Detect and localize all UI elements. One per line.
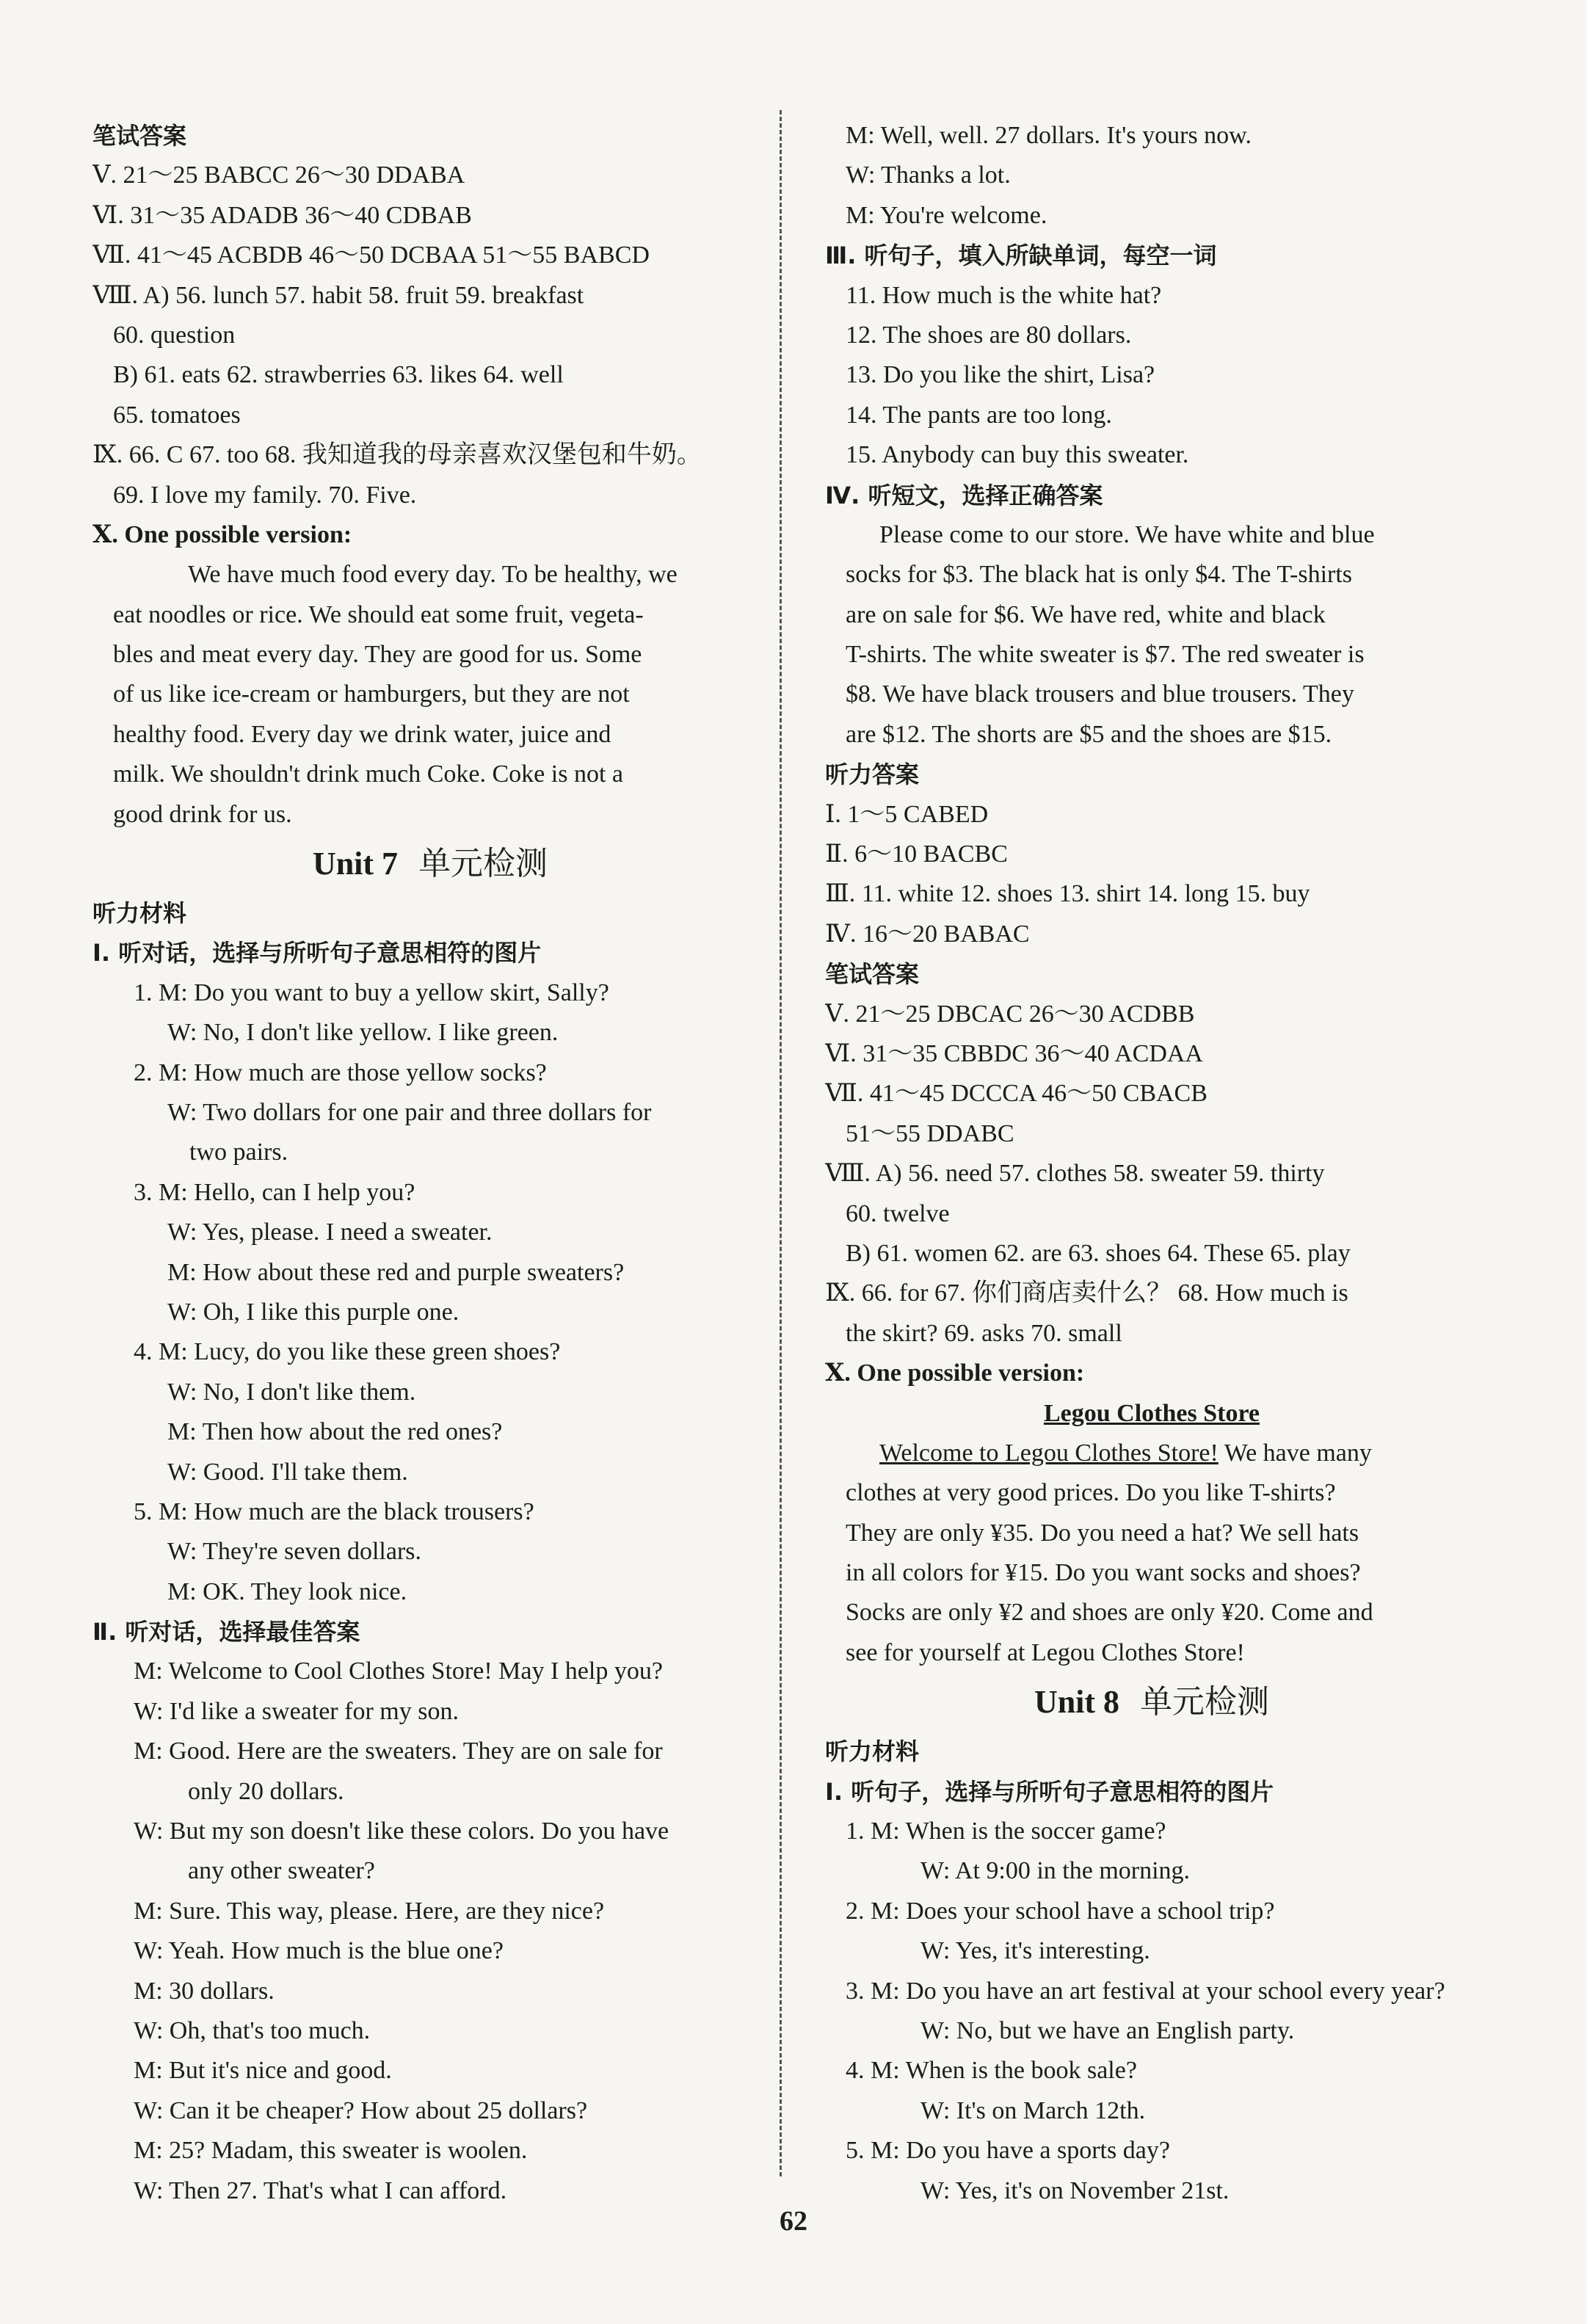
dialogue-line: 5. M: Do you have a sports day? — [846, 2137, 1170, 2165]
answer-line: Ⅲ. 11. white 12. shoes 13. shirt 14. long 15. buy — [825, 880, 1310, 908]
answer-line: 51～55 DDABC — [846, 1119, 1014, 1147]
answer-line-v: Ⅴ. 21～25 BABCC 26～30 DDABA — [92, 161, 465, 189]
answer-line: Ⅶ. 41～45 DCCCA 46～50 CBACB — [825, 1080, 1208, 1108]
unit-8-part-1-heading: Ⅰ. 听句子，选择与所听句子意思相符的图片 — [825, 1777, 1274, 1806]
unit-8-part-1-dialogues — [825, 1812, 1478, 2211]
section-heading-written-answers-2: 笔试答案 — [825, 960, 920, 989]
sentence-line: 13. Do you like the shirt, Lisa? — [846, 361, 1155, 389]
essay-line: eat noodles or rice. We should eat some fruit, vegeta- — [113, 600, 644, 628]
listening-answers — [825, 795, 1478, 955]
dialogue-line: W: Yes, please. I need a sweater. — [167, 1219, 493, 1246]
answer-line: Ⅳ. 16～20 BABAC — [825, 920, 1030, 948]
dialogue-line: W: Good. I'll take them. — [167, 1458, 408, 1486]
sentence-line: 12. The shoes are 80 dollars. — [846, 321, 1132, 349]
section-heading-listening-material-2: 听力材料 — [825, 1737, 920, 1766]
essay-line: of us like ice-cream or hamburgers, but they are not — [113, 680, 630, 708]
section-heading-listening-answers: 听力答案 — [825, 760, 920, 789]
dialogue-line: W: Two dollars for one pair and three dollars for — [167, 1098, 652, 1126]
page-number: 62 — [780, 2206, 807, 2237]
dialogue-line: M: 25? Madam, this sweater is woolen. — [134, 2137, 528, 2165]
sample-essay-store — [825, 1473, 1478, 1673]
part-2-dialogue — [92, 1652, 768, 2210]
essay-first-line — [825, 1434, 1478, 1473]
answer-line-viii-b-cont: 65. tomatoes — [113, 401, 241, 429]
dialogue-line: W: Yeah. How much is the blue one? — [134, 1937, 504, 1965]
answer-line-vi: Ⅵ. 31～35 ADADB 36～40 CDBAB — [92, 201, 472, 229]
answer-line-viii-b: B) 61. eats 62. strawberries 63. likes 64. well — [113, 361, 564, 389]
dialogue-line: M: But it's nice and good. — [134, 2057, 392, 2085]
dialogue-line: 5. M: How much are the black trousers? — [134, 1497, 534, 1525]
answer-line: Ⅵ. 31～35 CBBDC 36～40 ACDAA — [825, 1039, 1203, 1067]
answer-line-x: Ⅹ. One possible version: — [92, 520, 352, 548]
dialogue-line: W: Oh, that's too much. — [134, 2016, 371, 2044]
answer-line: the skirt? 69. asks 70. small — [846, 1319, 1122, 1347]
unit-8-title: Unit 8 — [1034, 1684, 1120, 1721]
dialogue-line: 4. M: Lucy, do you like these green shoes? — [134, 1338, 561, 1366]
dialogue-continuation — [825, 116, 1478, 236]
dialogue-line: W: Yes, it's on November 21st. — [920, 2176, 1230, 2204]
answer-line: Ⅴ. 21～25 DBCAC 26～30 ACDBB — [825, 1000, 1195, 1028]
dialogue-line: 1. M: When is the soccer game? — [846, 1818, 1166, 1845]
dialogue-line: W: But my son doesn't like these colors. Do you have — [134, 1818, 669, 1845]
dialogue-line: M: Well, well. 27 dollars. It's yours now. — [846, 122, 1252, 149]
answer-line: Ⅰ. 1～5 CABED — [825, 800, 989, 828]
dialogue-line: W: No, I don't like yellow. I like green. — [167, 1019, 559, 1047]
dialogue-line: W: Can it be cheaper? How about 25 dollars? — [134, 2096, 588, 2124]
essay-line: clothes at very good prices. Do you like T-shirts? — [846, 1479, 1336, 1507]
dialogue-line: 3. M: Do you have an art festival at your school every year? — [846, 1977, 1445, 2005]
dialogue-line: W: They're seven dollars. — [167, 1538, 422, 1566]
dialogue-line: W: I'd like a sweater for my son. — [134, 1697, 459, 1725]
passage-line: are $12. The shorts are $5 and the shoes are $15. — [846, 720, 1332, 748]
answer-line: Ⅸ. 66. for 67. 你们商店卖什么？ 68. How much is — [825, 1279, 1348, 1307]
sentence-line: 14. The pants are too long. — [846, 401, 1112, 429]
part-2-heading: Ⅱ. 听对话，选择最佳答案 — [92, 1618, 360, 1646]
essay-title: Legou Clothes Store — [1043, 1399, 1260, 1427]
unit-7-title: Unit 7 — [312, 846, 399, 882]
sentence-line: 15. Anybody can buy this sweater. — [846, 441, 1189, 469]
essay-line: milk. We shouldn't drink much Coke. Coke is not a — [113, 760, 623, 788]
part-4-heading: Ⅳ. 听短文，选择正确答案 — [825, 481, 1103, 509]
passage-line: Please come to our store. We have white and blue — [879, 520, 1375, 548]
sample-essay-food — [92, 555, 768, 835]
column-divider — [780, 110, 782, 2176]
part-1-dialogues — [92, 973, 768, 1612]
dialogue-line: M: Welcome to Cool Clothes Store! May I help you? — [134, 1657, 663, 1685]
passage-line: T-shirts. The white sweater is $7. The red sweater is — [846, 641, 1365, 669]
dialogue-line: only 20 dollars. — [188, 1777, 344, 1805]
essay-line: We have much food every day. To be healthy, we — [188, 561, 678, 589]
dialogue-line: W: Oh, I like this purple one. — [167, 1298, 460, 1326]
part-3-heading: Ⅲ. 听句子，填入所缺单词，每空一词 — [825, 242, 1217, 270]
essay-first-sentence: Welcome to Legou Clothes Store! — [879, 1439, 1219, 1467]
written-answers — [825, 995, 1478, 1394]
essay-first-rest: We have many — [1218, 1439, 1372, 1467]
left-column — [92, 116, 768, 2211]
essay-line: see for yourself at Legou Clothes Store! — [846, 1638, 1245, 1666]
passage-line: are on sale for $6. We have red, white and black — [846, 600, 1326, 628]
essay-line: They are only ¥35. Do you need a hat? We sell hats — [846, 1519, 1359, 1547]
passage-line: $8. We have black trousers and blue trousers. They — [846, 680, 1354, 708]
essay-line: in all colors for ¥15. Do you want socks and shoes? — [846, 1559, 1361, 1587]
essay-line: healthy food. Every day we drink water, juice and — [113, 720, 611, 748]
dialogue-line: W: At 9:00 in the morning. — [920, 1857, 1191, 1885]
answer-line: B) 61. women 62. are 63. shoes 64. These 65. play — [846, 1239, 1351, 1267]
dialogue-line: W: Then 27. That's what I can afford. — [134, 2176, 507, 2204]
answer-line-ix: Ⅸ. 66. C 67. too 68. 我知道我的母亲喜欢汉堡包和牛奶。 — [92, 441, 702, 469]
answer-line: 60. twelve — [846, 1199, 950, 1227]
unit-8-subtitle: 单元检测 — [1140, 1683, 1270, 1721]
dialogue-line: W: No, I don't like them. — [167, 1378, 416, 1406]
part-3-sentences — [825, 276, 1478, 476]
answer-line-vii: Ⅶ. 41～45 ACBDB 46～50 DCBAA 51～55 BABCD — [92, 242, 650, 269]
dialogue-line: M: Good. Here are the sweaters. They are on sale for — [134, 1737, 663, 1765]
essay-line: bles and meat every day. They are good for us. Some — [113, 641, 642, 669]
dialogue-line: W: Thanks a lot. — [846, 161, 1011, 189]
passage-line: socks for $3. The black hat is only $4. The T-shirts — [846, 561, 1353, 589]
dialogue-line: M: OK. They look nice. — [167, 1577, 407, 1605]
dialogue-line: 1. M: Do you want to buy a yellow skirt, Sally? — [134, 978, 609, 1006]
section-heading-written-answers: 笔试答案 — [92, 122, 187, 150]
dialogue-line: 2. M: How much are those yellow socks? — [134, 1058, 547, 1086]
dialogue-line: any other sweater? — [188, 1857, 375, 1885]
answer-line: Ⅱ. 6～10 BACBC — [825, 840, 1008, 868]
dialogue-line: M: How about these red and purple sweaters? — [167, 1258, 625, 1286]
essay-line: good drink for us. — [113, 800, 292, 828]
dialogue-line: M: You're welcome. — [846, 201, 1047, 229]
dialogue-line: W: It's on March 12th. — [920, 2096, 1146, 2124]
dialogue-line: two pairs. — [189, 1139, 288, 1166]
answer-line: Ⅷ. A) 56. need 57. clothes 58. sweater 59. thirty — [825, 1160, 1325, 1188]
answer-line-viii-a: Ⅷ. A) 56. lunch 57. habit 58. fruit 59. breakfast — [92, 281, 584, 309]
dialogue-line: M: Then how about the red ones? — [167, 1418, 503, 1446]
essay-line: Socks are only ¥2 and shoes are only ¥20. Come and — [846, 1599, 1373, 1627]
part-1-heading: Ⅰ. 听对话，选择与所听句子意思相符的图片 — [92, 939, 542, 967]
answer-line-ix-cont: 69. I love my family. 70. Five. — [113, 481, 417, 509]
dialogue-line: 2. M: Does your school have a school trip? — [846, 1897, 1275, 1925]
dialogue-line: M: Sure. This way, please. Here, are they nice? — [134, 1897, 605, 1925]
part-4-passage — [825, 515, 1478, 755]
dialogue-line: M: 30 dollars. — [134, 1977, 275, 2005]
answer-line: Ⅹ. One possible version: — [825, 1359, 1085, 1387]
sentence-line: 11. How much is the white hat? — [846, 281, 1162, 309]
dialogue-line: 3. M: Hello, can I help you? — [134, 1178, 415, 1206]
answer-line-viii-a-cont: 60. question — [113, 321, 236, 349]
unit-7-subtitle: 单元检测 — [418, 845, 548, 883]
right-column — [825, 116, 1478, 2211]
dialogue-line: W: Yes, it's interesting. — [920, 1937, 1150, 1965]
unit-7-heading — [92, 835, 768, 893]
section-heading-listening-material: 听力材料 — [92, 899, 187, 928]
dialogue-line: W: No, but we have an English party. — [920, 2016, 1295, 2044]
unit-8-heading — [825, 1673, 1478, 1732]
dialogue-line: 4. M: When is the book sale? — [846, 2057, 1137, 2085]
